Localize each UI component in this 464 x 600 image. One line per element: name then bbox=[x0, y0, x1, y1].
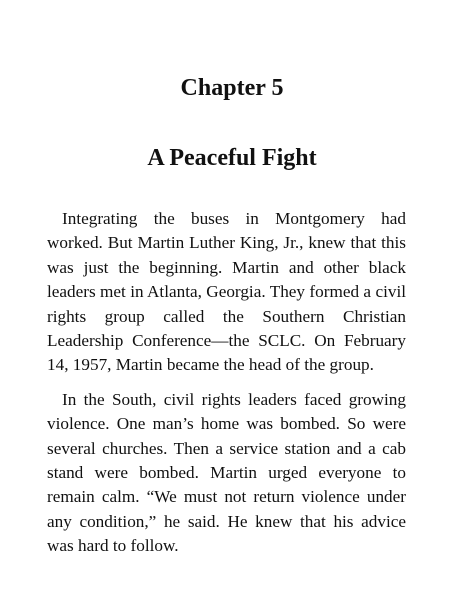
paragraph-2: In the South, civil rights leaders faced growing violence. One man’s home was bombed. So were several churches. Then a service station and a cab stand were bombed. Martin urged everyone to remain calm. “We must not return violence under any condition,” he said. He knew that his advice was hard to follow. bbox=[47, 389, 406, 556]
paragraph-1: Integrating the buses in Montgomery had worked. But Martin Luther King, Jr., knew that this was just the beginning. Martin and other black leaders met in Atlanta, Georgia. They formed a civil rights group called the Southern Christian Leadership Conference—the SCLC. On February 14, 1957, Martin became the head of the group. bbox=[47, 209, 406, 375]
chapter-number: Chapter 5 bbox=[180, 75, 284, 101]
chapter-title: A Peaceful Fight bbox=[147, 145, 317, 171]
chapter-body bbox=[47, 207, 406, 569]
